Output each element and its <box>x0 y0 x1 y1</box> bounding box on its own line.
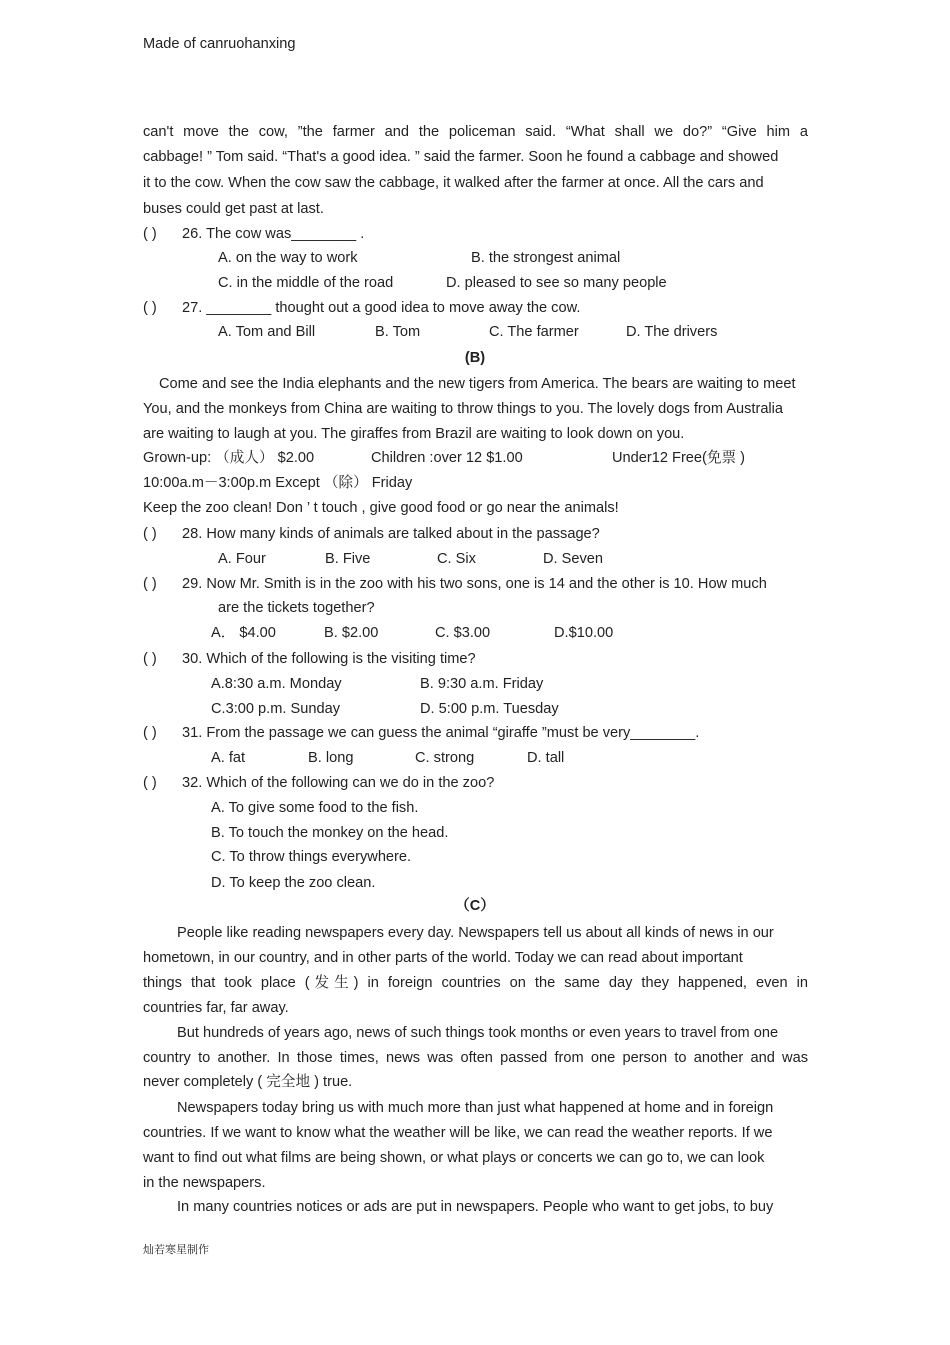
question-26-option-c: C. in the middle of the road <box>218 275 394 291</box>
question-31-option-d: D. tall <box>527 750 565 766</box>
passage-c-line-12: In many countries notices or ads are put in newspapers. People who want to get jobs, to buy <box>177 1199 774 1215</box>
question-32-stem: 32. Which of the following can we do in the zoo? <box>182 775 495 791</box>
question-27-option-b: B. Tom <box>375 324 421 340</box>
passage-c-line-2: hometown, in our country, and in other parts of the world. Today we can read about important <box>143 950 743 966</box>
passage-c-line-10: want to find out what films are being shown, or what plays or concerts we can go to, we can look <box>143 1150 765 1166</box>
passage-c-line-5: But hundreds of years ago, news of such things took months or even years to travel from one <box>177 1025 779 1041</box>
passage-c-line-4: countries far, far away. <box>143 1000 289 1016</box>
question-29-option-c: C. $3.00 <box>435 625 491 641</box>
passage-c-line-7: never completely ( 完全地 ) true. <box>143 1074 353 1090</box>
question-29-option-b: B. $2.00 <box>324 625 379 641</box>
question-28-stem: 28. How many kinds of animals are talked about in the passage? <box>182 526 600 542</box>
passage-c-line-9: countries. If we want to know what the weather will be like, we can read the weather reports. If we <box>143 1125 773 1141</box>
price-adult: Grown-up: （成人） $2.00 <box>143 450 315 466</box>
question-29-option-d: D.$10.00 <box>554 625 614 641</box>
passage-a-line-4: buses could get past at last. <box>143 201 324 217</box>
answer-blank-29[interactable]: ( ) <box>143 576 157 592</box>
question-31-option-a: A. fat <box>211 750 246 766</box>
question-29-option-a: A． $4.00 <box>211 625 276 641</box>
question-27-stem: 27. ________ thought out a good idea to move away the cow. <box>182 300 581 316</box>
question-29-stem-cont: are the tickets together? <box>218 600 375 616</box>
passage-c-line-11: in the newspapers. <box>143 1175 266 1191</box>
page-header: Made of canruohanxing <box>143 36 296 52</box>
passage-c-line-3: things that took place (发生) in foreign countries on the same day they happened, even in <box>143 975 808 991</box>
question-27-option-c: C. The farmer <box>489 324 579 340</box>
question-28-option-d: D. Seven <box>543 551 604 567</box>
answer-blank-28[interactable]: ( ) <box>143 526 157 542</box>
price-child: Children :over 12 $1.00 <box>371 450 523 466</box>
passage-c-line-8: Newspapers today bring us with much more than just what happened at home and in foreign <box>177 1100 774 1116</box>
question-26-option-d: D. pleased to see so many people <box>446 275 667 291</box>
question-30-option-c: C.3:00 p.m. Sunday <box>211 701 340 717</box>
question-30-option-a: A.8:30 a.m. Monday <box>211 676 342 692</box>
passage-b-line-3: are waiting to laugh at you. The giraffes from Brazil are waiting to look down on you. <box>143 426 685 442</box>
passage-a-line-2: cabbage! ” Tom said. “That's a good idea. ” said the farmer. Soon he found a cabbage and showed <box>143 149 779 165</box>
opening-hours: 10:00a.m－3:00p.m Except （除） Friday <box>143 475 413 491</box>
zoo-rule: Keep the zoo clean! Don ’ t touch , give good food or go near the animals! <box>143 500 619 516</box>
question-32-option-c: C. To throw things everywhere. <box>211 849 412 865</box>
passage-a-line-1: can't move the cow, ”the farmer and the policeman said. “What shall we do?” “Give him a <box>143 124 808 140</box>
passage-a-line-3: it to the cow. When the cow saw the cabbage, it walked after the farmer at once. All the cars and <box>143 175 764 191</box>
question-28-option-a: A. Four <box>218 551 266 567</box>
question-32-option-b: B. To touch the monkey on the head. <box>211 825 449 841</box>
question-30-option-d: D. 5:00 p.m. Tuesday <box>420 701 559 717</box>
question-31-stem: 31. From the passage we can guess the animal “giraffe ”must be very________. <box>182 725 700 741</box>
passage-b-line-2: You, and the monkeys from China are waiting to throw things to you. The lovely dogs from Australia <box>143 401 784 417</box>
passage-c-line-1: People like reading newspapers every day. Newspapers tell us about all kinds of news in our <box>177 925 774 941</box>
question-30-option-b: B. 9:30 a.m. Friday <box>420 676 544 692</box>
question-29-stem: 29. Now Mr. Smith is in the zoo with his two sons, one is 14 and the other is 10. How much <box>182 576 767 592</box>
question-31-option-c: C. strong <box>415 750 475 766</box>
page-footer: 灿若寒星制作 <box>143 1243 209 1256</box>
price-under-12: Under12 Free(免票 ) <box>612 450 746 466</box>
passage-c-line-6: country to another. In those times, news was often passed from one person to another and was <box>143 1050 808 1066</box>
section-b-title: (B) <box>464 350 486 366</box>
section-c-title: （C） <box>455 898 495 914</box>
answer-blank-26[interactable]: ( ) <box>143 226 157 242</box>
question-26-option-a: A. on the way to work <box>218 250 358 266</box>
question-28-option-b: B. Five <box>325 551 371 567</box>
answer-blank-30[interactable]: ( ) <box>143 651 157 667</box>
question-27-option-a: A. Tom and Bill <box>218 324 316 340</box>
question-32-option-d: D. To keep the zoo clean. <box>211 875 376 891</box>
question-26-stem: 26. The cow was________ . <box>182 226 365 242</box>
passage-b-line-1: Come and see the India elephants and the new tigers from America. The bears are waiting to meet <box>159 376 796 392</box>
answer-blank-32[interactable]: ( ) <box>143 775 157 791</box>
question-31-option-b: B. long <box>308 750 354 766</box>
question-26-option-b: B. the strongest animal <box>471 250 621 266</box>
answer-blank-31[interactable]: ( ) <box>143 725 157 741</box>
answer-blank-27[interactable]: ( ) <box>143 300 157 316</box>
question-27-option-d: D. The drivers <box>626 324 718 340</box>
question-28-option-c: C. Six <box>437 551 476 567</box>
question-32-option-a: A. To give some food to the fish. <box>211 800 419 816</box>
question-30-stem: 30. Which of the following is the visiting time? <box>182 651 476 667</box>
